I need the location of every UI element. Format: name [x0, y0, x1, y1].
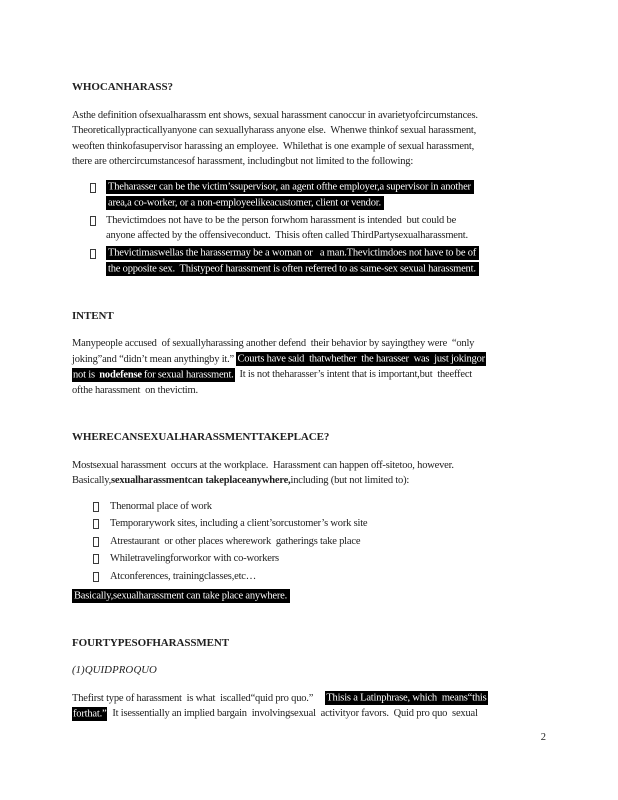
- text-run: including (but not limited to):: [290, 475, 410, 486]
- intro-paragraph: [72, 108, 546, 170]
- bullet-box-icon: [90, 183, 96, 193]
- harasser-bullets: [72, 180, 546, 277]
- bullet-box-icon: [93, 572, 99, 582]
- bullet-box-icon: [93, 502, 99, 512]
- text-run: sexualharassmentcan takeplaceanywhere,: [111, 475, 291, 486]
- highlighted-text-run: Thisis a Latinphrase, which means“this: [326, 692, 487, 704]
- text-line: [72, 352, 546, 368]
- text-line: [72, 336, 546, 352]
- bullet-item: [72, 534, 546, 550]
- text-run: Temporarywork sites, including a client’sorcustomer’s work site: [110, 518, 368, 529]
- locations-bullets: [72, 499, 546, 585]
- text-line: [106, 213, 546, 229]
- bullet-box-icon: [90, 216, 96, 226]
- bullet-box-icon: [93, 519, 99, 529]
- text-line: [72, 458, 546, 474]
- text-line: [106, 246, 546, 262]
- highlighted-text-run: Basically,sexualharassment can take place anywhere.: [72, 589, 290, 603]
- text-line: [106, 228, 546, 244]
- text-run: It is not theharasser’s intent that is important,but theeffect: [234, 369, 472, 380]
- highlighted-text-run: nodefense: [99, 369, 142, 380]
- text-line: [110, 551, 546, 567]
- text-run: Basically,: [72, 475, 112, 486]
- quid-pro-quo-subheading: (1) QUID PRO QUO: [72, 664, 157, 676]
- text-run: Whiletravelingforworkor with co-workers: [110, 553, 279, 564]
- highlighted-text-run: for sexual harassment.: [143, 369, 234, 380]
- text-line: [110, 534, 546, 550]
- text-run: Theoreticallypracticallyanyone can sexuallyharass anyone else. Whenwe thinkof sexual harassment,: [72, 125, 477, 136]
- text-run: weoften thinkofasupervisor harassing an employee. Whilethat is one example of sexual harassment,: [72, 140, 475, 152]
- text-line: [72, 473, 546, 489]
- bullet-item: [72, 180, 546, 211]
- text-line: [106, 261, 546, 277]
- page-number: 2: [540, 732, 546, 743]
- bullet-item: [72, 499, 546, 515]
- bullet-item: [72, 213, 546, 244]
- text-run: ofthe harassment on thevictim.: [72, 384, 198, 396]
- bullet-box-icon: [90, 249, 96, 259]
- text-line: [72, 706, 546, 722]
- text-run: Atrestaurant or other places wherework gatherings take place: [110, 535, 361, 547]
- intent-paragraph: [72, 336, 546, 398]
- quid-pro-quo-paragraph: [72, 691, 546, 722]
- highlighted-text-run: Theharasser can be the victim’ssupervisor, an agent ofthe employer,a supervisor in another: [106, 180, 474, 194]
- text-line: [72, 691, 546, 707]
- text-run: Thevictimdoes not have to be the person forwhom harassment is intended but could be: [106, 214, 457, 226]
- text-line: [72, 139, 546, 155]
- intent-heading: INTENT: [72, 309, 114, 322]
- bullet-item: [72, 569, 546, 585]
- bullet-box-icon: [93, 554, 99, 564]
- text-line: [72, 383, 546, 399]
- text-run: joking”and “didn’t mean anythingby it.”: [72, 353, 237, 365]
- text-line: [106, 180, 546, 196]
- text-run: It isessentially an implied bargain involvingsexual activityor favors. Quid pro quo sexual: [107, 708, 478, 719]
- bullet-box-icon: [93, 537, 99, 547]
- text-line: [72, 108, 546, 124]
- highlighted-text-run: forthat.”: [73, 708, 107, 719]
- anywhere-statement: [72, 588, 546, 604]
- highlighted-text-run: not is: [73, 369, 98, 380]
- text-run: anyone affected by the offensiveconduct. Thisis often called ThirdPartysexualharassment.: [106, 230, 468, 241]
- highlighted-text-run: area,a co-worker, or a non-employeelikeacustomer, client or vendor.: [106, 196, 384, 210]
- bullet-item: [72, 551, 546, 567]
- text-line: [110, 516, 546, 532]
- highlighted-text-run: Thevictimaswellas the harassermay be a woman or a man.Thevictimdoes not have to be of: [106, 246, 479, 260]
- bullet-item: [72, 246, 546, 277]
- bullet-item: [72, 516, 546, 532]
- text-line: [110, 569, 546, 585]
- text-run: Asthe definition ofsexualharassm ent shows, sexual harassment canoccur in avarietyofcircumstances.: [72, 109, 478, 121]
- where-paragraph: [72, 458, 546, 489]
- text-run: Thefirst type of harassment is what iscalled“quid pro quo.”: [72, 692, 326, 704]
- highlighted-text-run: Courts have said thatwhether the harasser was just jokingor: [237, 353, 485, 365]
- text-run: Thenormal place of work: [110, 500, 212, 512]
- where-heading: WHERE CAN SEXUAL HARASSMENT TAKE PLACE?: [72, 431, 330, 443]
- text-run: Mostsexual harassment occurs at the workplace. Harassment can happen off-sitetoo, however.: [72, 459, 454, 471]
- who-can-harass-heading: WHO CAN HARASS?: [72, 81, 173, 93]
- text-run: Atconferences, trainingclasses,etc…: [110, 570, 257, 582]
- text-line: [72, 367, 546, 383]
- text-run: Manypeople accused of sexuallyharassing another defend their behavior by sayingthey were “only: [72, 338, 475, 349]
- document-content: [72, 80, 546, 722]
- four-types-heading: FOUR TYPES OF HARASSMENT: [72, 636, 229, 649]
- text-line: [110, 499, 546, 515]
- text-line: [72, 123, 546, 139]
- highlighted-text-run: the opposite sex. Thistypeof harassment is often referred to as same-sex sexual harassment.: [106, 262, 479, 276]
- text-run: there are othercircumstancesof harassment, includingbut not limited to the following:: [72, 156, 414, 167]
- text-line: [72, 154, 546, 170]
- text-line: [106, 195, 546, 211]
